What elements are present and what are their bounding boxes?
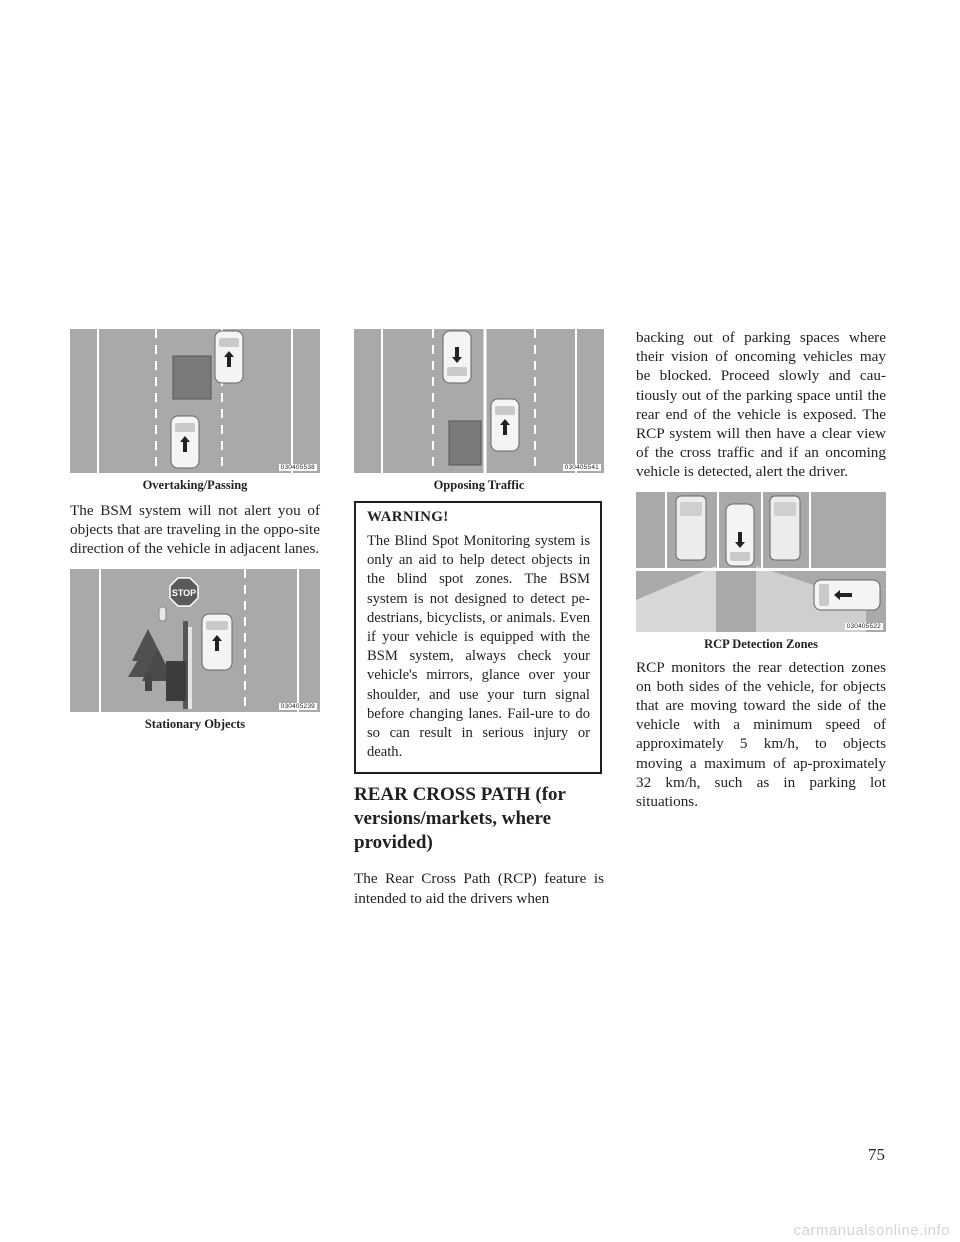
figure-overtaking (70, 329, 320, 473)
figure-caption: Overtaking/Passing (142, 478, 248, 492)
rcp-illustration (636, 492, 886, 632)
paragraph: RCP monitors the rear detection zones on both sides of the vehicle, for objects that are moving toward the side of the vehicle with a minimum speed of approximately 5 km/h, to objects moving a maximum of ap-proximately 32 km/h, such as in parking lot situations. (636, 658, 886, 811)
stop-sign-icon (170, 578, 198, 606)
figure-caption: Stationary Objects (144, 716, 246, 731)
figure-code: 030405239 (280, 702, 315, 710)
figure-caption: Opposing Traffic (433, 478, 525, 492)
warning-text: The Blind Spot Monitoring system is only an aid to help detect objects in the blind spot zones. The BSM system is not designed to detect pe-destrians, bicyclists, or animals. Even if your vehicle is equipped with the BSM system, always check your vehicle's mirrors, glance over your shoulder, and use your turn signal before changing lanes. Fail-ure to do so can result in serious injury or death. (367, 533, 590, 761)
car-icon (491, 399, 519, 451)
figure-stationary (70, 569, 320, 712)
car-icon (215, 331, 243, 383)
warning-box (354, 501, 602, 774)
paragraph: backing out of parking spaces where their vision of oncoming vehicles may be blocked. Proceed slowly and cau-tiously out of the parking space until the rear end of the vehicle is exposed. The RCP system will then have a clear view of the cross traffic and if an oncoming vehicle is detected, alert the driver. (636, 329, 886, 481)
car-icon (770, 496, 800, 560)
car-icon (814, 580, 880, 610)
paragraph: The Rear Cross Path (RCP) feature is intended to aid the drivers when (354, 870, 604, 907)
figure-rcp (636, 492, 886, 632)
figure-code: 030405522 (846, 622, 881, 630)
warning-title: WARNING! (367, 509, 449, 525)
page-number: 75 (868, 1145, 885, 1164)
overtaking-illustration (70, 329, 320, 473)
column-left (70, 329, 320, 732)
column-middle (354, 329, 604, 908)
stationary-illustration (70, 569, 320, 712)
figure-code: 030405541 (564, 464, 599, 471)
paragraph: The BSM system will not alert you of objects that are traveling in the oppo-site direction of the vehicle in adjacent lanes. (70, 502, 320, 558)
column-right (636, 328, 886, 811)
car-icon (171, 416, 199, 468)
opposing-illustration (354, 329, 604, 473)
figure-opposing (354, 329, 604, 473)
car-icon (726, 504, 754, 566)
figure-caption: RCP Detection Zones (704, 636, 818, 651)
car-icon (443, 331, 471, 383)
stop-sign-text: STOP (171, 587, 197, 598)
section-heading: REAR CROSS PATH (for versions/markets, where provided) (354, 784, 566, 854)
car-icon (676, 496, 706, 560)
car-icon (202, 614, 232, 670)
watermark: carmanualsonline.info (793, 1222, 950, 1239)
figure-code: 030405538 (280, 464, 315, 471)
